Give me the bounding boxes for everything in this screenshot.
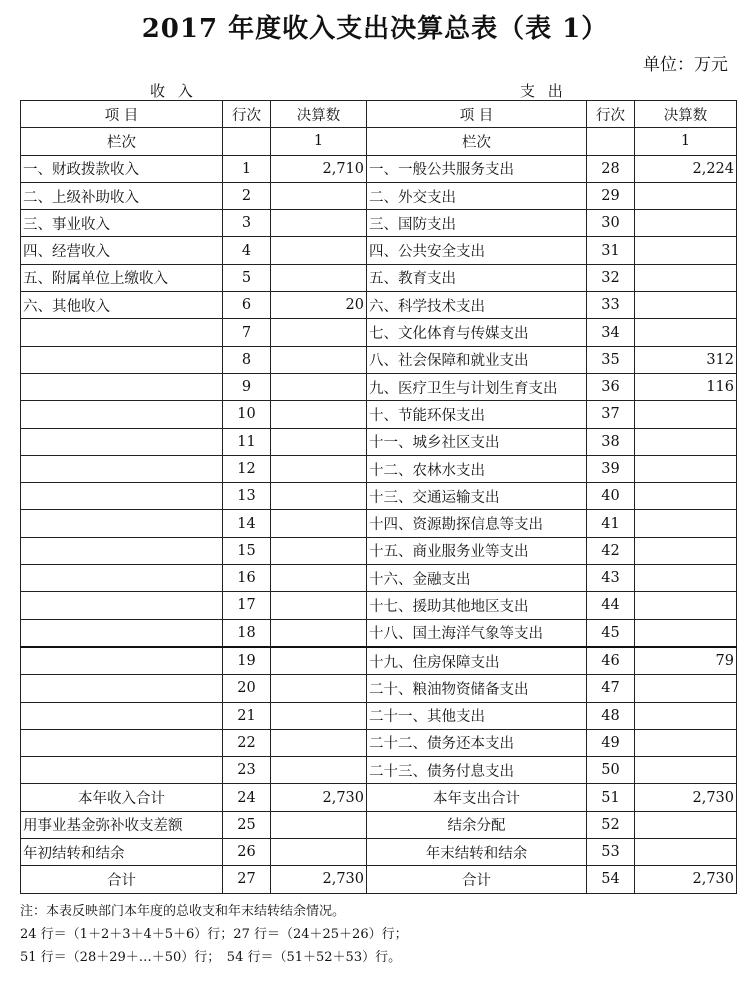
expense-amount — [635, 401, 737, 428]
expense-row-no: 31 — [587, 237, 635, 264]
income-item — [21, 757, 223, 784]
table-row — [21, 319, 737, 346]
income-summary-item: 用事业基金弥补收支差额 — [21, 811, 223, 838]
table-row — [21, 292, 737, 319]
expense-amount — [635, 619, 737, 647]
expense-row-no: 40 — [587, 483, 635, 510]
expense-amount: 79 — [635, 647, 737, 675]
expense-item: 十、节能环保支出 — [367, 401, 587, 428]
expense-section-label: 支 出 — [520, 82, 567, 100]
expense-summary-row-no: 51 — [587, 784, 635, 811]
expense-item: 十一、城乡社区支出 — [367, 428, 587, 455]
income-row-no: 22 — [223, 729, 271, 756]
expense-summary-amount: 2,730 — [635, 784, 737, 811]
expense-amount — [635, 757, 737, 784]
income-item: 六、其他收入 — [21, 292, 223, 319]
expense-amount-header: 决算数 — [635, 101, 737, 128]
table-row — [21, 619, 737, 647]
expense-amount: 2,224 — [635, 155, 737, 182]
income-summary-amount — [271, 811, 367, 838]
income-row-no: 18 — [223, 619, 271, 647]
income-row-no: 17 — [223, 592, 271, 619]
expense-row-no: 34 — [587, 319, 635, 346]
expense-row-no: 50 — [587, 757, 635, 784]
table-row — [21, 455, 737, 482]
note-line: 24 行＝（1＋2＋3＋4＋5＋6）行；27 行＝（24＋25＋26）行； — [20, 927, 408, 942]
expense-row-no: 49 — [587, 729, 635, 756]
note-line: 注：本表反映部门本年度的总收支和年末结转结余情况。 — [20, 904, 346, 919]
expense-item: 二十一、其他支出 — [367, 702, 587, 729]
income-summary-item: 年初结转和结余 — [21, 839, 223, 866]
income-item — [21, 565, 223, 592]
income-row-no: 10 — [223, 401, 271, 428]
expense-amount — [635, 210, 737, 237]
income-item: 四、经营收入 — [21, 237, 223, 264]
expense-row-no: 38 — [587, 428, 635, 455]
income-row-no: 3 — [223, 210, 271, 237]
expense-item: 八、社会保障和就业支出 — [367, 346, 587, 373]
income-item — [21, 319, 223, 346]
table-row — [21, 237, 737, 264]
expense-amount: 312 — [635, 346, 737, 373]
expense-row-no: 30 — [587, 210, 635, 237]
income-row-no: 20 — [223, 675, 271, 702]
expense-item: 十五、商业服务业等支出 — [367, 537, 587, 564]
income-amount — [271, 373, 367, 400]
expense-item: 二十三、债务付息支出 — [367, 757, 587, 784]
table-row — [21, 428, 737, 455]
expense-row-no: 46 — [587, 647, 635, 675]
income-item: 一、财政拨款收入 — [21, 155, 223, 182]
lanci-row — [21, 128, 737, 155]
expense-row-no: 48 — [587, 702, 635, 729]
expense-row-no: 37 — [587, 401, 635, 428]
expense-amount — [635, 592, 737, 619]
expense-amount — [635, 182, 737, 209]
income-row-no: 4 — [223, 237, 271, 264]
income-item — [21, 510, 223, 537]
expense-summary-row-no: 54 — [587, 866, 635, 893]
income-item — [21, 619, 223, 647]
income-item — [21, 592, 223, 619]
table-row — [21, 346, 737, 373]
income-item — [21, 483, 223, 510]
expense-item: 六、科学技术支出 — [367, 292, 587, 319]
income-row-no: 12 — [223, 455, 271, 482]
expense-lanci-label: 栏次 — [367, 128, 587, 155]
income-item: 二、上级补助收入 — [21, 182, 223, 209]
expense-item: 二、外交支出 — [367, 182, 587, 209]
income-row-no: 11 — [223, 428, 271, 455]
expense-row-no: 41 — [587, 510, 635, 537]
income-row-no: 15 — [223, 537, 271, 564]
expense-item: 四、公共安全支出 — [367, 237, 587, 264]
income-row-no: 1 — [223, 155, 271, 182]
table-row — [21, 401, 737, 428]
income-item — [21, 455, 223, 482]
income-amount — [271, 702, 367, 729]
expense-row-no: 42 — [587, 537, 635, 564]
income-amount — [271, 510, 367, 537]
budget-table — [20, 100, 737, 894]
income-amount — [271, 592, 367, 619]
expense-row-no: 44 — [587, 592, 635, 619]
expense-amount — [635, 264, 737, 291]
expense-item: 五、教育支出 — [367, 264, 587, 291]
income-amount — [271, 182, 367, 209]
expense-summary-item: 本年支出合计 — [367, 784, 587, 811]
income-amount: 2,710 — [271, 155, 367, 182]
expense-summary-amount: 2,730 — [635, 866, 737, 893]
income-row-no: 16 — [223, 565, 271, 592]
expense-amount — [635, 319, 737, 346]
income-amount — [271, 346, 367, 373]
expense-summary-row-no: 53 — [587, 839, 635, 866]
income-item — [21, 702, 223, 729]
summary-row — [21, 866, 737, 893]
income-item — [21, 729, 223, 756]
notes — [20, 900, 408, 969]
expense-summary-amount — [635, 811, 737, 838]
income-row-no: 2 — [223, 182, 271, 209]
expense-row-no: 36 — [587, 373, 635, 400]
income-row-no: 14 — [223, 510, 271, 537]
income-item — [21, 401, 223, 428]
income-row-no: 19 — [223, 647, 271, 675]
expense-summary-amount — [635, 839, 737, 866]
income-amount — [271, 401, 367, 428]
expense-amount — [635, 675, 737, 702]
income-amount — [271, 675, 367, 702]
income-row-no: 9 — [223, 373, 271, 400]
expense-item: 十九、住房保障支出 — [367, 647, 587, 675]
expense-row-no: 33 — [587, 292, 635, 319]
table-row — [21, 483, 737, 510]
income-summary-row-no: 26 — [223, 839, 271, 866]
table-row — [21, 592, 737, 619]
table-row — [21, 182, 737, 209]
header-row — [21, 101, 737, 128]
expense-row-no: 45 — [587, 619, 635, 647]
expense-summary-item: 结余分配 — [367, 811, 587, 838]
income-summary-item: 合计 — [21, 866, 223, 893]
income-amount-header: 决算数 — [271, 101, 367, 128]
income-summary-row-no: 25 — [223, 811, 271, 838]
expense-row-no: 32 — [587, 264, 635, 291]
expense-item: 二十二、债务还本支出 — [367, 729, 587, 756]
income-amount — [271, 729, 367, 756]
income-summary-item: 本年收入合计 — [21, 784, 223, 811]
expense-item: 十二、农林水支出 — [367, 455, 587, 482]
expense-amount — [635, 510, 737, 537]
table-row — [21, 757, 737, 784]
income-item — [21, 428, 223, 455]
expense-item: 二十、粮油物资储备支出 — [367, 675, 587, 702]
income-amount — [271, 428, 367, 455]
income-item-header: 项 目 — [21, 101, 223, 128]
expense-row-no: 39 — [587, 455, 635, 482]
table-row — [21, 537, 737, 564]
income-summary-amount — [271, 839, 367, 866]
income-summary-row-no: 24 — [223, 784, 271, 811]
income-row-no: 6 — [223, 292, 271, 319]
expense-row-no: 29 — [587, 182, 635, 209]
table-row — [21, 675, 737, 702]
table-row — [21, 264, 737, 291]
page-title: 2017 年度收入支出决算总表（表 1） — [141, 14, 609, 44]
income-lanci-value: 1 — [271, 128, 367, 155]
expense-amount — [635, 428, 737, 455]
income-amount — [271, 647, 367, 675]
income-amount — [271, 210, 367, 237]
income-item — [21, 373, 223, 400]
income-summary-amount: 2,730 — [271, 866, 367, 893]
expense-item-header: 项 目 — [367, 101, 587, 128]
table-row — [21, 373, 737, 400]
income-item — [21, 647, 223, 675]
income-amount — [271, 619, 367, 647]
expense-lanci-value: 1 — [635, 128, 737, 155]
table-row — [21, 565, 737, 592]
expense-item: 三、国防支出 — [367, 210, 587, 237]
income-item — [21, 537, 223, 564]
summary-row — [21, 784, 737, 811]
income-row-no: 21 — [223, 702, 271, 729]
expense-summary-item: 年末结转和结余 — [367, 839, 587, 866]
income-item — [21, 346, 223, 373]
expense-summary-row-no: 52 — [587, 811, 635, 838]
note-line: 51 行＝（28＋29＋…＋50）行； 54 行＝（51＋52＋53）行。 — [20, 950, 402, 965]
expense-row-no: 43 — [587, 565, 635, 592]
table-row — [21, 647, 737, 675]
table-row — [21, 155, 737, 182]
income-row-no: 7 — [223, 319, 271, 346]
income-row-no: 5 — [223, 264, 271, 291]
income-amount — [271, 264, 367, 291]
expense-amount — [635, 702, 737, 729]
expense-amount: 116 — [635, 373, 737, 400]
income-rowno-header: 行次 — [223, 101, 271, 128]
income-row-no: 8 — [223, 346, 271, 373]
expense-amount — [635, 565, 737, 592]
expense-item: 十四、资源勘探信息等支出 — [367, 510, 587, 537]
expense-item: 十八、国土海洋气象等支出 — [367, 619, 587, 647]
expense-summary-item: 合计 — [367, 866, 587, 893]
income-amount — [271, 319, 367, 346]
unit-label: 单位：万元 — [643, 55, 728, 75]
table-row — [21, 210, 737, 237]
expense-item: 七、文化体育与传媒支出 — [367, 319, 587, 346]
income-summary-row-no: 27 — [223, 866, 271, 893]
expense-rowno-header: 行次 — [587, 101, 635, 128]
income-item: 五、附属单位上缴收入 — [21, 264, 223, 291]
expense-row-no: 47 — [587, 675, 635, 702]
table-row — [21, 729, 737, 756]
expense-item: 十七、援助其他地区支出 — [367, 592, 587, 619]
income-summary-amount: 2,730 — [271, 784, 367, 811]
income-amount — [271, 237, 367, 264]
expense-amount — [635, 537, 737, 564]
expense-item: 九、医疗卫生与计划生育支出 — [367, 373, 587, 400]
income-lanci-label: 栏次 — [21, 128, 223, 155]
income-amount: 20 — [271, 292, 367, 319]
income-amount — [271, 455, 367, 482]
expense-amount — [635, 292, 737, 319]
expense-item: 十六、金融支出 — [367, 565, 587, 592]
income-amount — [271, 565, 367, 592]
expense-row-no: 28 — [587, 155, 635, 182]
income-section-label: 收 入 — [150, 82, 197, 100]
income-row-no: 13 — [223, 483, 271, 510]
income-amount — [271, 483, 367, 510]
income-item — [21, 675, 223, 702]
income-amount — [271, 537, 367, 564]
summary-row — [21, 839, 737, 866]
income-amount — [271, 757, 367, 784]
expense-amount — [635, 483, 737, 510]
expense-amount — [635, 729, 737, 756]
income-item: 三、事业收入 — [21, 210, 223, 237]
expense-item: 十三、交通运输支出 — [367, 483, 587, 510]
table-row — [21, 510, 737, 537]
expense-item: 一、一般公共服务支出 — [367, 155, 587, 182]
expense-amount — [635, 455, 737, 482]
income-row-no: 23 — [223, 757, 271, 784]
table-row — [21, 702, 737, 729]
expense-row-no: 35 — [587, 346, 635, 373]
expense-amount — [635, 237, 737, 264]
summary-row — [21, 811, 737, 838]
